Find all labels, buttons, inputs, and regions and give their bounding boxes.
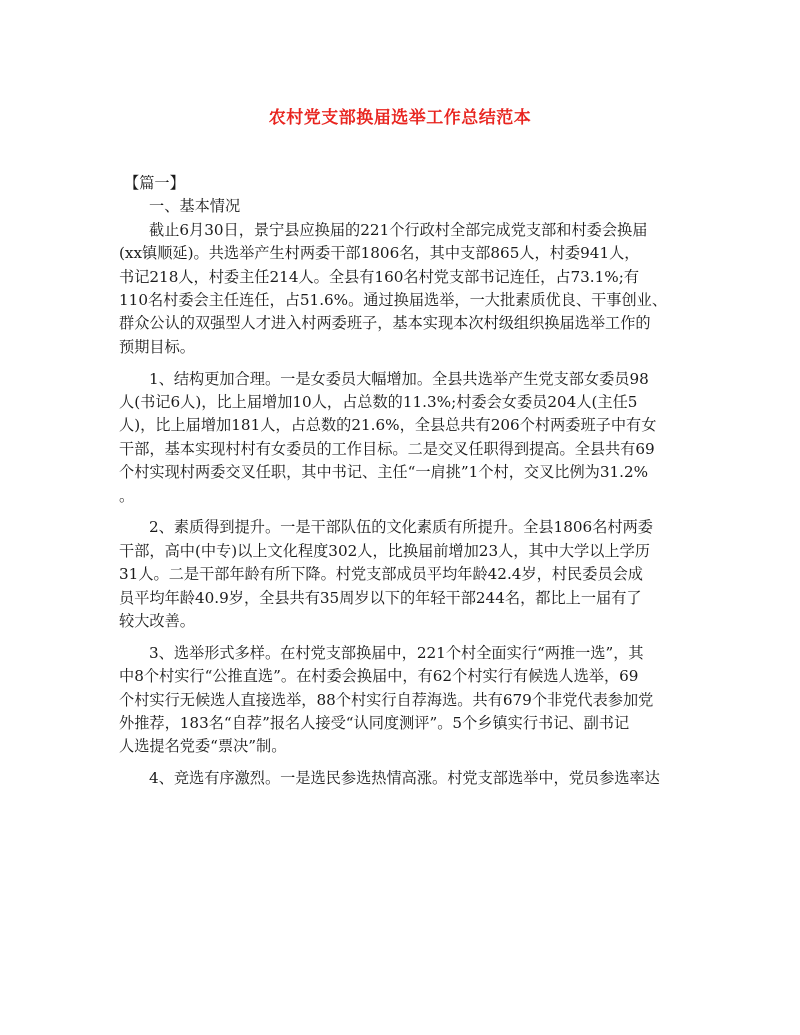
paragraph-line: 干部，基本实现村村有女委员的工作目标。二是交叉任职得到提高。全县共有69 bbox=[119, 439, 655, 458]
paragraph-line: 较大改善。 bbox=[119, 612, 195, 631]
paragraph-line: 员平均年龄40.9岁，全县共有35周岁以下的年轻干部244名，都比上一届有了 bbox=[119, 588, 642, 607]
paragraph-line: 人(书记6人)，比上届增加10人，占总数的11.3%;村委会女委员204人(主任5 bbox=[119, 393, 638, 412]
paragraph-line: 110名村委会主任连任，占51.6%。通过换届选举，一大批素质优良、干事创业、 bbox=[119, 290, 668, 309]
paragraph-line: 预期目标。 bbox=[119, 337, 195, 356]
paragraph-line: 1、结构更加合理。一是女委员大幅增加。全县共选举产生党支部女委员98 bbox=[149, 369, 649, 388]
paragraph-quality bbox=[119, 516, 684, 633]
paragraph-line: 人选提名党委“票决”制。 bbox=[119, 737, 287, 756]
section-heading: 一、基本情况 bbox=[149, 197, 241, 216]
paragraph-line: (xx镇顺延)。共选举产生村两委干部1806名，其中支部865人，村委941人， bbox=[119, 244, 640, 263]
paragraph-line: 3、选举形式多样。在村党支部换届中，221个村全面实行“两推一选”，其 bbox=[149, 643, 644, 662]
paragraph-line: 个村实行无候选人直接选举，88个村实行自荐海选。共有679个非党代表参加党 bbox=[119, 690, 654, 709]
paragraph-line: 4、竞选有序激烈。一是选民参选热情高涨。村党支部选举中，党员参选率达 bbox=[149, 769, 660, 788]
paragraph-line: 31人。二是干部年龄有所下降。村党支部成员平均年龄42.4岁，村民委员会成 bbox=[119, 565, 643, 584]
paragraph-line: 人)，比上届增加181人，占总数的21.6%，全县总共有206个村两委班子中有女 bbox=[119, 416, 657, 435]
paragraph-line: 个村实现村两委交叉任职，其中书记、主任“一肩挑”1个村，交叉比例为31.2% bbox=[119, 463, 649, 482]
paragraph-line: 中8个村实行“公推直选”。在村委会换届中，有62个村实行有候选人选举，69 bbox=[119, 667, 639, 686]
paragraph-competition bbox=[119, 767, 684, 790]
section-label: 【篇一】 bbox=[124, 174, 185, 192]
paragraph-basic-situation bbox=[119, 219, 684, 359]
paragraph-line: 群众公认的双强型人才进入村两委班子，基本实现本次村级组织换届选举工作的 bbox=[119, 314, 651, 333]
paragraph-line: 2、素质得到提升。一是干部队伍的文化素质有所提升。全县1806名村两委 bbox=[149, 518, 653, 537]
paragraph-line: 干部，高中(中专)以上文化程度302人，比换届前增加23人，其中大学以上学历 bbox=[119, 541, 650, 560]
paragraph-line: 外推荐，183名“自荐”报名人接受“认同度测评”。5个乡镇实行书记、副书记 bbox=[119, 714, 630, 733]
paragraph-structure bbox=[119, 368, 684, 508]
paragraph-line: 。 bbox=[119, 486, 135, 505]
document-body bbox=[119, 172, 684, 791]
paragraph-election-forms bbox=[119, 642, 684, 759]
paragraph-line: 截止6月30日，景宁县应换届的221个行政村全部完成党支部和村委会换届 bbox=[149, 220, 648, 239]
paragraph-line: 书记218人，村委主任214人。全县有160名村党支部书记连任，占73.1%;有 bbox=[119, 267, 640, 286]
document-title: 农村党支部换届选举工作总结范本 bbox=[268, 108, 532, 128]
